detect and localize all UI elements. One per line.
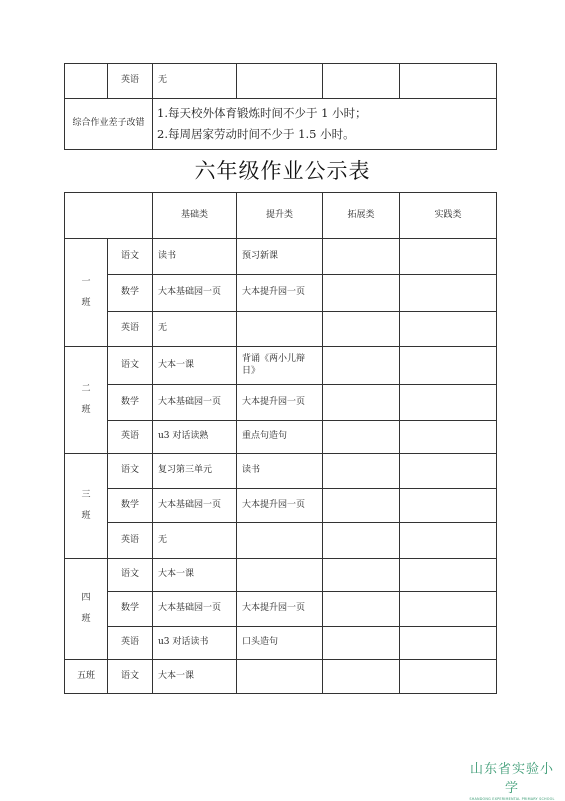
practice-cell	[400, 627, 497, 660]
subject-cell: 语文	[108, 559, 153, 592]
previous-homework-table	[64, 63, 497, 150]
basic-cell: 无	[153, 64, 237, 99]
basic-cell: 无	[153, 312, 237, 347]
practice-cell	[400, 275, 497, 312]
basic-cell: 复习第三单元	[153, 454, 237, 489]
basic-cell: 大本一课	[153, 347, 237, 385]
practice-cell	[400, 385, 497, 421]
advanced-cell: 大本提升园一页	[237, 489, 323, 523]
header-basic: 基础类	[153, 193, 237, 239]
extended-cell	[323, 523, 400, 559]
table-cell	[323, 64, 400, 99]
subject-cell: 英语	[108, 421, 153, 454]
school-logo-subtext: SHANDONG EXPERIMENTAL PRIMARY SCHOOL	[469, 797, 555, 801]
practice-cell	[400, 454, 497, 489]
practice-cell	[400, 592, 497, 627]
basic-cell: 读书	[153, 239, 237, 275]
table-row	[65, 239, 497, 275]
subject-cell: 数学	[108, 275, 153, 312]
subject-cell: 语文	[108, 239, 153, 275]
advanced-cell: 预习新课	[237, 239, 323, 275]
table-row	[65, 489, 497, 523]
school-logo-text: 山东省实验小学	[469, 762, 554, 796]
extended-cell	[323, 660, 400, 694]
extended-cell	[323, 559, 400, 592]
advanced-cell	[237, 559, 323, 592]
extended-cell	[323, 592, 400, 627]
advanced-cell	[237, 660, 323, 694]
class-name: 二 班	[81, 384, 91, 415]
advanced-cell	[237, 523, 323, 559]
subject-cell: 英语	[108, 523, 153, 559]
advanced-cell: 背诵《两小儿辩日》	[237, 347, 323, 385]
page-title: 六年级作业公示表	[194, 159, 371, 183]
basic-cell: 大本基础园一页	[153, 489, 237, 523]
subject-cell: 英语	[108, 312, 153, 347]
practice-cell	[400, 489, 497, 523]
practice-cell	[400, 347, 497, 385]
basic-cell: u3 对话读熟	[153, 421, 237, 454]
subject-cell: 数学	[108, 385, 153, 421]
practice-cell	[400, 660, 497, 694]
note-line: 1.每天校外体育锻炼时间不少于 1 小时；	[157, 106, 367, 120]
class-label	[65, 347, 108, 454]
extended-cell	[323, 239, 400, 275]
advanced-cell: 大本提升园一页	[237, 275, 323, 312]
table-row	[65, 385, 497, 421]
basic-cell: u3 对话读书	[153, 627, 237, 660]
table-cell	[400, 64, 497, 99]
advanced-cell: 大本提升园一页	[237, 385, 323, 421]
notes-label: 综合作业差子改错	[65, 99, 153, 150]
extended-cell	[323, 421, 400, 454]
practice-cell	[400, 239, 497, 275]
class-label	[65, 239, 108, 347]
school-logo	[466, 758, 558, 801]
table-row	[65, 559, 497, 592]
table-row	[65, 347, 497, 385]
subject-cell: 英语	[108, 627, 153, 660]
table-row	[65, 64, 497, 99]
table-row	[65, 660, 497, 694]
class-label	[65, 559, 108, 660]
practice-cell	[400, 421, 497, 454]
subject-cell: 英语	[108, 64, 153, 99]
basic-cell: 无	[153, 523, 237, 559]
advanced-cell	[237, 312, 323, 347]
extended-cell	[323, 489, 400, 523]
basic-cell: 大本基础园一页	[153, 385, 237, 421]
table-cell	[237, 64, 323, 99]
subject-cell: 语文	[108, 660, 153, 694]
advanced-cell: 重点句造句	[237, 421, 323, 454]
subject-cell: 数学	[108, 489, 153, 523]
basic-cell: 大本一课	[153, 559, 237, 592]
practice-cell	[400, 523, 497, 559]
advanced-cell: 大本提升园一页	[237, 592, 323, 627]
extended-cell	[323, 347, 400, 385]
table-row	[65, 454, 497, 489]
basic-cell: 大本基础园一页	[153, 592, 237, 627]
header-advanced: 提升类	[237, 193, 323, 239]
class-name: 一 班	[81, 276, 91, 308]
extended-cell	[323, 454, 400, 489]
table-cell	[65, 64, 108, 99]
extended-cell	[323, 312, 400, 347]
subject-cell: 语文	[108, 347, 153, 385]
header-extended: 拓展类	[323, 193, 400, 239]
header-row	[65, 193, 497, 239]
header-corner-cell	[65, 193, 153, 239]
advanced-cell: 读书	[237, 454, 323, 489]
extended-cell	[323, 275, 400, 312]
note-line: 2.每周居家劳动时间不少于 1.5 小时。	[157, 127, 355, 141]
subject-cell: 数学	[108, 592, 153, 627]
advanced-cell: 口头造句	[237, 627, 323, 660]
class-name: 三 班	[81, 490, 91, 521]
basic-cell: 大本基础园一页	[153, 275, 237, 312]
table-row	[65, 627, 497, 660]
notes-cell	[153, 99, 497, 150]
class-name: 四 班	[81, 593, 91, 624]
subject-cell: 语文	[108, 454, 153, 489]
extended-cell	[323, 627, 400, 660]
table-row	[65, 523, 497, 559]
class-label	[65, 454, 108, 559]
table-row	[65, 275, 497, 312]
practice-cell	[400, 312, 497, 347]
header-practice: 实践类	[400, 193, 497, 239]
homework-table	[64, 192, 497, 694]
class-label: 五班	[65, 660, 108, 694]
table-row	[65, 312, 497, 347]
extended-cell	[323, 385, 400, 421]
practice-cell	[400, 559, 497, 592]
table-row	[65, 99, 497, 150]
table-row	[65, 421, 497, 454]
table-row	[65, 592, 497, 627]
basic-cell: 大本一课	[153, 660, 237, 694]
